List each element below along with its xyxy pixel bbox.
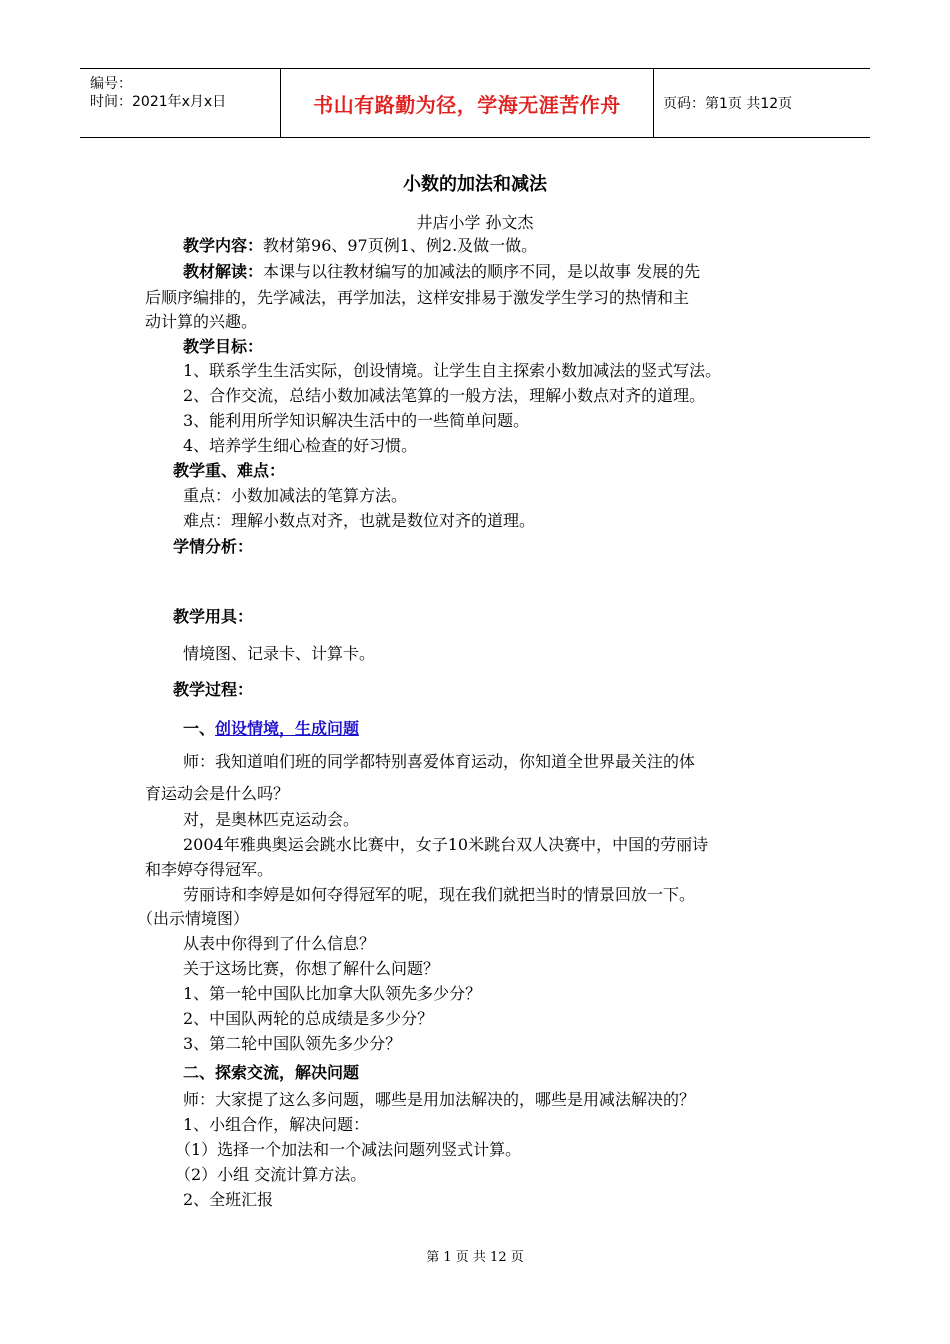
reading-line-1: [183, 262, 700, 282]
para-6: 关于这场比赛，你想了解什么问题？: [183, 959, 440, 978]
content-line: [183, 236, 537, 256]
para-2: 对，是奥林匹克运动会。: [183, 810, 360, 829]
section-1-link[interactable]: 创设情境，生成问题: [215, 719, 360, 738]
key-label: 教学重、难点：: [173, 461, 286, 480]
header-motto-cell: [281, 69, 654, 137]
tools-label: 教学用具：: [173, 607, 254, 626]
goal-3: 3、能利用所学知识解决生活中的一些简单问题。: [183, 411, 530, 430]
section-2-heading: 二、探索交流，解决问题: [183, 1063, 360, 1082]
step-1a: （1）选择一个加法和一个减法问题列竖式计算。: [175, 1140, 522, 1159]
step-2: 2、全班汇报: [183, 1190, 274, 1209]
para-7: 师：大家提了这么多问题，哪些是用加法解决的，哪些是用减法解决的？: [183, 1090, 696, 1109]
section-1-heading: [183, 719, 359, 739]
goal-1: 1、联系学生生活实际，创设情境。让学生自主探索小数加减法的竖式写法。: [183, 361, 722, 380]
goal-4: 4、培养学生细心检查的好习惯。: [183, 436, 418, 455]
process-label: 教学过程：: [173, 680, 254, 699]
goals-label: 教学目标：: [183, 337, 264, 356]
page-footer: 第 1 页 共 12 页: [426, 1250, 524, 1265]
para-4-line-1: 劳丽诗和李婷是如何夺得冠军的呢，现在我们就把当时的情景回放一下。: [183, 885, 696, 904]
reading-text-1: 本课与以往教材编写的加减法的顺序不同，是以故事 发展的先: [263, 262, 701, 281]
question-1: 1、第一轮中国队比加拿大队领先多少分？: [183, 984, 482, 1003]
author: 井店小学 孙文杰: [416, 213, 534, 232]
page-info: 页码：第1页 共12页: [663, 96, 793, 112]
header-table: [80, 68, 870, 138]
para-3-line-1: 2004年雅典奥运会跳水比赛中，女子10米跳台双人决赛中，中国的劳丽诗: [183, 835, 709, 854]
reading-label: 教材解读：: [183, 262, 264, 281]
question-2: 2、中国队两轮的总成绩是多少分？: [183, 1009, 434, 1028]
content-text: 教材第96、97页例1、例2.及做一做。: [263, 236, 538, 255]
header-meta-cell: [80, 69, 281, 137]
analysis-label: 学情分析：: [173, 537, 254, 556]
para-1-line-2: 育运动会是什么吗？: [145, 784, 290, 803]
difficult-point: 难点：理解小数点对齐，也就是数位对齐的道理。: [183, 511, 536, 530]
para-5: 从表中你得到了什么信息？: [183, 934, 376, 953]
goal-2: 2、合作交流，总结小数加减法笔算的一般方法，理解小数点对齐的道理。: [183, 386, 706, 405]
page-title: 小数的加法和减法: [403, 174, 547, 195]
step-1b: （2）小组 交流计算方法。: [175, 1165, 367, 1184]
header-page-cell: [654, 69, 870, 137]
step-1: 1、小组合作，解决问题：: [183, 1115, 370, 1134]
reading-line-3: 动计算的兴趣。: [145, 312, 258, 331]
reading-line-2: 后顺序编排的，先学减法，再学加法，这样安排易于激发学生学习的热情和主: [145, 288, 690, 307]
section-1-prefix: 一、: [183, 719, 216, 738]
para-1-line-1: 师：我知道咱们班的同学都特别喜爱体育运动，你知道全世界最关注的体: [183, 752, 696, 771]
key-point: 重点：小数加减法的笔算方法。: [183, 486, 408, 505]
content-label: 教学内容：: [183, 236, 264, 255]
para-4-line-2: （出示情境图）: [137, 909, 250, 928]
number-label: 编号：: [90, 76, 132, 92]
para-3-line-2: 和李婷夺得冠军。: [145, 860, 274, 879]
motto: 书山有路勤为径，学海无涯苦作舟: [313, 92, 621, 117]
tools-text: 情境图、记录卡、计算卡。: [183, 644, 376, 663]
question-3: 3、第二轮中国队领先多少分？: [183, 1034, 402, 1053]
time-label: 时间：2021年x月x日: [90, 94, 227, 110]
